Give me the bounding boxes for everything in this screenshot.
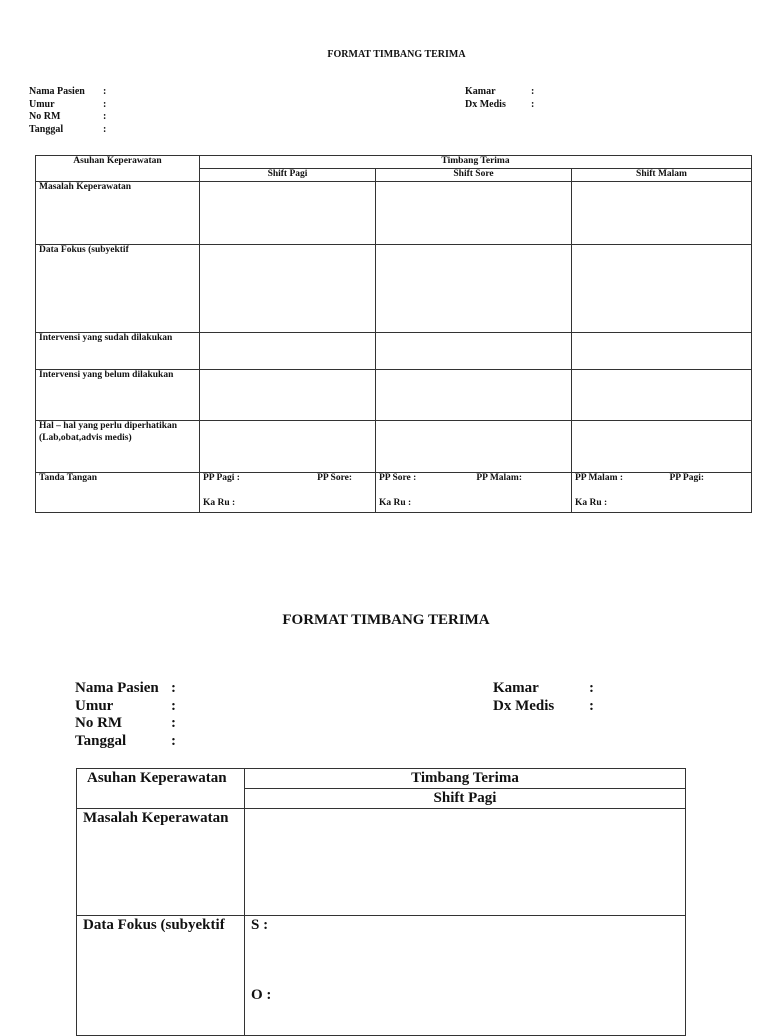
header-shift-malam: Shift Malam [572, 169, 752, 182]
colon: : [171, 715, 176, 731]
karu-label: Ka Ru : [575, 497, 608, 508]
cell-pagi[interactable] [200, 421, 376, 473]
no-rm-label: No RM [75, 715, 123, 731]
header-shift-pagi: Shift Pagi [245, 789, 686, 809]
pp-sore-label: PP Sore: [317, 473, 352, 483]
karu-label: Ka Ru : [203, 497, 236, 508]
nama-pasien-label: Nama Pasien [75, 680, 159, 696]
colon: : [103, 111, 107, 122]
form-title: FORMAT TIMBANG TERIMA [327, 49, 466, 60]
cell-malam[interactable] [572, 370, 752, 421]
row-intervensi-belum-label: Intervensi yang belum dilakukan [36, 370, 200, 421]
cell-sore[interactable] [376, 245, 572, 333]
colon: : [531, 98, 535, 110]
dx-medis-label: Dx Medis [493, 697, 555, 714]
row-intervensi-sudah-label: Intervensi yang sudah dilakukan [36, 333, 200, 370]
colon: : [531, 86, 535, 97]
soap-s-label: S : [251, 917, 269, 933]
cell-pagi[interactable] [245, 809, 686, 916]
cell-sore[interactable] [376, 421, 572, 473]
row-data-fokus-label: Data Fokus (subyektif [77, 916, 245, 1036]
tanggal-label: Tanggal [75, 732, 127, 749]
cell-malam[interactable] [572, 245, 752, 333]
pp-malam-label: PP Malam : [575, 473, 624, 483]
colon: : [589, 680, 594, 696]
header-timbang-terima: Timbang Terima [200, 156, 752, 169]
colon: : [103, 86, 107, 97]
header-asuhan: Asuhan Keperawatan [77, 769, 245, 809]
row-masalah-label: Masalah Keperawatan [77, 809, 245, 916]
cell-sore[interactable] [376, 370, 572, 421]
karu-label: Ka Ru : [379, 497, 412, 508]
colon: : [171, 680, 176, 696]
header-shift-sore: Shift Sore [376, 169, 572, 182]
cell-pagi[interactable] [200, 333, 376, 370]
header-timbang-terima: Timbang Terima [245, 769, 686, 789]
row-hal-label: Hal – hal yang perlu diperhatikan (Lab,obat,advis medis) [36, 421, 200, 473]
no-rm-label: No RM [29, 111, 61, 122]
kamar-label: Kamar [493, 680, 539, 696]
cell-malam[interactable] [572, 421, 752, 473]
cell-malam[interactable] [572, 333, 752, 370]
signature-cell-malam[interactable] [572, 473, 752, 513]
kamar-label: Kamar [465, 86, 496, 97]
umur-label: Umur [29, 98, 55, 110]
form-title: FORMAT TIMBANG TERIMA [282, 612, 490, 628]
cell-pagi[interactable] [200, 245, 376, 333]
row-data-fokus-label: Data Fokus (subyektif [36, 245, 200, 333]
signature-cell-sore[interactable] [376, 473, 572, 513]
patient-info-right [493, 680, 594, 715]
colon: : [103, 123, 107, 135]
cell-sore[interactable] [376, 333, 572, 370]
tanggal-label: Tanggal [29, 123, 64, 135]
cell-soap[interactable] [245, 916, 686, 1036]
cell-sore[interactable] [376, 182, 572, 245]
row-tanda-tangan-label: Tanda Tangan [36, 473, 200, 513]
dx-medis-label: Dx Medis [465, 98, 506, 110]
cell-malam[interactable] [572, 182, 752, 245]
cell-pagi[interactable] [200, 370, 376, 421]
colon: : [103, 98, 107, 110]
signature-cell-pagi[interactable] [200, 473, 376, 513]
pp-pagi-label: PP Pagi : [203, 473, 240, 483]
handover-table-pagi [76, 768, 686, 1036]
patient-info-left [75, 680, 176, 750]
colon: : [171, 697, 176, 714]
pp-sore-label: PP Sore : [379, 473, 417, 483]
patient-info-right [465, 86, 534, 111]
handover-table [35, 155, 752, 513]
row-masalah-label: Masalah Keperawatan [36, 182, 200, 245]
pp-pagi-label: PP Pagi: [669, 473, 705, 483]
header-shift-pagi: Shift Pagi [200, 169, 376, 182]
soap-o-label: O : [251, 987, 272, 1003]
colon: : [589, 697, 594, 714]
cell-pagi[interactable] [200, 182, 376, 245]
nama-pasien-label: Nama Pasien [29, 86, 85, 97]
patient-info-left [29, 86, 106, 136]
header-asuhan: Asuhan Keperawatan [36, 156, 200, 182]
colon: : [171, 732, 176, 749]
pp-malam-label: PP Malam: [476, 473, 522, 483]
umur-label: Umur [75, 697, 114, 714]
